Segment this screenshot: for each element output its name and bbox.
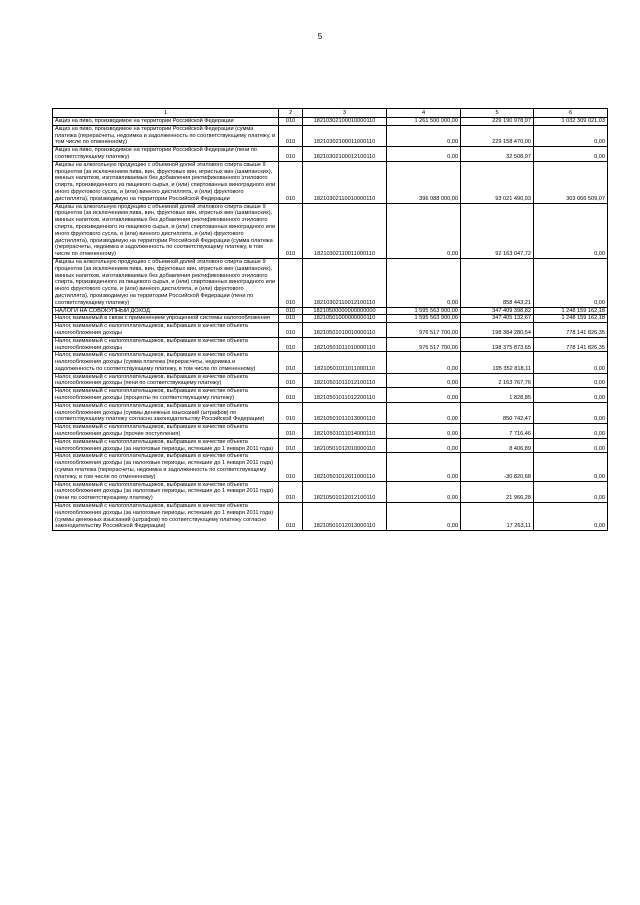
row-code-cell: 010 xyxy=(279,147,303,162)
row-plan-cell: 0,00 xyxy=(387,453,461,481)
row-exec-cell: 21 966,28 xyxy=(461,481,534,502)
table-row xyxy=(53,402,608,423)
table-row xyxy=(53,337,608,352)
row-rest-cell: 303 066 509,07 xyxy=(534,161,608,203)
row-kbk-cell: 18210302100011000110 xyxy=(303,125,387,146)
row-exec-cell: 195 352 818,11 xyxy=(461,352,534,373)
row-rest-cell: 0,00 xyxy=(534,481,608,502)
row-name-cell: Налог, взимаемый в связи с применением упрощенной системы налогообложения xyxy=(53,315,279,323)
page-number: 5 xyxy=(317,32,323,41)
table-row xyxy=(53,125,608,146)
row-kbk-cell: 18210501011011000110 xyxy=(303,352,387,373)
table-row xyxy=(53,438,608,453)
row-rest-cell: 1 248 159 162,18 xyxy=(534,307,608,315)
header-col-2: 2 xyxy=(279,109,303,118)
row-plan-cell: 0,00 xyxy=(387,503,461,531)
header-col-3: 3 xyxy=(303,109,387,118)
row-rest-cell: 0,00 xyxy=(534,503,608,531)
row-kbk-cell: 18210302110011000110 xyxy=(303,203,387,258)
table-row xyxy=(53,203,608,258)
row-rest-cell: 0,00 xyxy=(534,125,608,146)
row-kbk-cell: 18210501012012100110 xyxy=(303,481,387,502)
row-name-cell: Налог, взимаемый с налогоплательщиков, выбравших в качестве объекта налогообложения доходы (за налоговые периоды, истекшие до 1 января 2011 года) xyxy=(53,438,279,453)
row-rest-cell: 0,00 xyxy=(534,424,608,439)
row-rest-cell: 0,00 xyxy=(534,258,608,307)
row-kbk-cell: 18210501011012200110 xyxy=(303,388,387,403)
row-name-cell: Акцизы на алкогольную продукцию с объемной долей этилового спирта свыше 9 процентов (за исключением пива, вин, фруктовых вин, игристых вин (шампанских), винных напитков, изготавливаемых без добавления ректификованного этилового спирта, произведенного из пищевого сырья, и (или) спиртованных виноградного или иного фруктового сусла, и (или) винного дистиллята, и (или) фруктового дистиллята), производимую на территории Российской Федерации (пени по соответствующему платежу) xyxy=(53,258,279,307)
row-plan-cell: 1 595 563 900,00 xyxy=(387,315,461,323)
row-exec-cell: 93 021 490,93 xyxy=(461,161,534,203)
row-code-cell: 010 xyxy=(279,161,303,203)
table-header-row xyxy=(53,109,608,118)
row-plan-cell: 0,00 xyxy=(387,258,461,307)
row-exec-cell: 1 828,85 xyxy=(461,388,534,403)
row-name-cell: Акцизы на алкогольную продукцию с объемной долей этилового спирта свыше 9 процентов (за исключением пива, вин, фруктовых вин, игристых вин (шампанских), винных напитков, изготавливаемых без добавления ректификованного этилового спирта, произведенного из пищевого сырья, и (или) спиртованных виноградного или иного фруктового сусла, и (или) винного дистиллята, и (или) фруктового дистиллята), производимую на территории Российской Федерации xyxy=(53,161,279,203)
row-rest-cell: 0,00 xyxy=(534,453,608,481)
row-exec-cell: 858 443,21 xyxy=(461,258,534,307)
row-code-cell: 010 xyxy=(279,402,303,423)
row-kbk-cell: 18210501011012100110 xyxy=(303,373,387,388)
row-rest-cell: 0,00 xyxy=(534,402,608,423)
header-col-1: 1 xyxy=(53,109,279,118)
row-exec-cell: -30 820,68 xyxy=(461,453,534,481)
row-name-cell: Акцизы на алкогольную продукцию с объемной долей этилового спирта свыше 9 процентов (за исключением пива, вин, фруктовых вин, игристых вин (шампанских), винных напитков, изготавливаемых без добавления ректификованного этилового спирта, произведенного из пищевого сырья, и (или) спиртованных виноградного или иного фруктового сусла, и (или) винного дистиллята, и (или) фруктового дистиллята), производимую на территории Российской Федерации (сумма платежа (перерасчеты, недоимка и задолженность по соответствующему платежу, в том числе по отмененному) xyxy=(53,203,279,258)
table-row xyxy=(53,323,608,338)
row-kbk-cell: 18210500000000000000 xyxy=(303,307,387,315)
row-kbk-cell: 18210302110012100110 xyxy=(303,258,387,307)
row-name-cell: Налог, взимаемый с налогоплательщиков, выбравших в качестве объекта налогообложения доходы (прочие поступления) xyxy=(53,424,279,439)
row-exec-cell: 2 163 767,76 xyxy=(461,373,534,388)
row-name-cell: Налог, взимаемый с налогоплательщиков, выбравших в качестве объекта налогообложения доходы (за налоговые периоды, истекшие до 1 января 2011 года) (пени по соответствующему платежу) xyxy=(53,481,279,502)
row-name-cell: Налог, взимаемый с налогоплательщиков, выбравших в качестве объекта налогообложения доходы (суммы денежных взысканий (штрафов) по соответствующему платежу согласно законодательству Российской Федерации) xyxy=(53,402,279,423)
row-rest-cell: 0,00 xyxy=(534,352,608,373)
row-plan-cell: 0,00 xyxy=(387,373,461,388)
row-rest-cell: 0,00 xyxy=(534,147,608,162)
row-plan-cell: 0,00 xyxy=(387,402,461,423)
report-table xyxy=(52,108,608,531)
table-row xyxy=(53,352,608,373)
row-kbk-cell: 18210501000000000110 xyxy=(303,315,387,323)
table-row xyxy=(53,453,608,481)
table-row xyxy=(53,161,608,203)
row-exec-cell: 229 158 470,00 xyxy=(461,125,534,146)
row-exec-cell: 198 384 280,54 xyxy=(461,323,534,338)
row-code-cell: 010 xyxy=(279,438,303,453)
row-kbk-cell: 18210501012010000110 xyxy=(303,438,387,453)
row-plan-cell: 0,00 xyxy=(387,352,461,373)
row-rest-cell: 0,00 xyxy=(534,203,608,258)
header-col-4: 4 xyxy=(387,109,461,118)
row-rest-cell: 0,00 xyxy=(534,373,608,388)
row-kbk-cell: 18210501011010000110 xyxy=(303,337,387,352)
row-name-cell: НАЛОГИ НА СОВОКУПНЫЙ ДОХОД xyxy=(53,307,279,315)
table-row xyxy=(53,315,608,323)
row-rest-cell: 1 248 159 162,18 xyxy=(534,315,608,323)
row-exec-cell: 92 163 047,72 xyxy=(461,203,534,258)
row-name-cell: Акциз на пиво, производимое на территории Российской Федерации (сумма платежа (перерасчеты, недоимка и задолженность по соответствующему платежу, в том числе по отмененному) xyxy=(53,125,279,146)
table-row xyxy=(53,258,608,307)
row-code-cell: 010 xyxy=(279,352,303,373)
row-plan-cell: 0,00 xyxy=(387,481,461,502)
row-kbk-cell: 18210501011014000110 xyxy=(303,424,387,439)
row-name-cell: Налог, взимаемый с налогоплательщиков, выбравших в качестве объекта налогообложения доходы (сумма платежа (перерасчеты, недоимка и задолженность по соответствующему платежу, в том числе по отмененному) xyxy=(53,352,279,373)
row-name-cell: Налог, взимаемый с налогоплательщиков, выбравших в качестве объекта налогообложения доходы xyxy=(53,337,279,352)
row-code-cell: 010 xyxy=(279,337,303,352)
row-exec-cell: 8 406,89 xyxy=(461,438,534,453)
table-row xyxy=(53,147,608,162)
row-plan-cell: 1 261 500 000,00 xyxy=(387,118,461,126)
row-plan-cell: 0,00 xyxy=(387,438,461,453)
row-name-cell: Акциз на пиво, производимое на территории Российской Федерации (пени по соответствующему платежу) xyxy=(53,147,279,162)
row-kbk-cell: 18210302100010000110 xyxy=(303,118,387,126)
row-plan-cell: 1 595 563 900,00 xyxy=(387,307,461,315)
row-rest-cell: 778 141 826,35 xyxy=(534,323,608,338)
row-kbk-cell: 18210501011013000110 xyxy=(303,402,387,423)
row-name-cell: Акциз на пиво, производимое на территории Российской Федерации xyxy=(53,118,279,126)
row-plan-cell: 0,00 xyxy=(387,147,461,162)
row-exec-cell: 850 742,47 xyxy=(461,402,534,423)
header-col-5: 5 xyxy=(461,109,534,118)
row-plan-cell: 0,00 xyxy=(387,125,461,146)
row-code-cell: 010 xyxy=(279,315,303,323)
header-col-6: 6 xyxy=(534,109,608,118)
row-exec-cell: 347 409 398,82 xyxy=(461,307,534,315)
row-name-cell: Налог, взимаемый с налогоплательщиков, выбравших в качестве объекта налогообложения доходы (пени по соответствующему платежу) xyxy=(53,373,279,388)
table-row xyxy=(53,373,608,388)
row-code-cell: 010 xyxy=(279,481,303,502)
row-name-cell: Налог, взимаемый с налогоплательщиков, выбравших в качестве объекта налогообложения доходы (проценты по соответствующему платежу) xyxy=(53,388,279,403)
row-exec-cell: 198 375 873,65 xyxy=(461,337,534,352)
row-rest-cell: 0,00 xyxy=(534,388,608,403)
row-code-cell: 010 xyxy=(279,118,303,126)
row-name-cell: Налог, взимаемый с налогоплательщиков, выбравших в качестве объекта налогообложения доходы (за налоговые периоды, истекшие до 1 января 2011 года) (суммы денежных взысканий (штрафов) по соответствующему платежу согласно законодательству Российской Федерации) xyxy=(53,503,279,531)
row-plan-cell: 0,00 xyxy=(387,424,461,439)
table-row xyxy=(53,424,608,439)
table-row xyxy=(53,118,608,126)
row-exec-cell: 32 508,97 xyxy=(461,147,534,162)
row-rest-cell: 1 032 309 021,03 xyxy=(534,118,608,126)
row-plan-cell: 0,00 xyxy=(387,388,461,403)
row-plan-cell: 976 517 700,00 xyxy=(387,323,461,338)
row-exec-cell: 347 405 132,67 xyxy=(461,315,534,323)
row-name-cell: Налог, взимаемый с налогоплательщиков, выбравших в качестве объекта налогообложения доходы (за налоговые периоды, истекшие до 1 января 2011 года) (сумма платежа (перерасчеты, недоимка и задолженность по соответствующему платежу, в том числе по отмененному) xyxy=(53,453,279,481)
row-code-cell: 010 xyxy=(279,307,303,315)
row-code-cell: 010 xyxy=(279,203,303,258)
row-plan-cell: 0,00 xyxy=(387,203,461,258)
row-kbk-cell: 18210501012013000110 xyxy=(303,503,387,531)
row-code-cell: 010 xyxy=(279,388,303,403)
row-kbk-cell: 18210501010010000110 xyxy=(303,323,387,338)
row-code-cell: 010 xyxy=(279,323,303,338)
row-exec-cell: 229 190 978,97 xyxy=(461,118,534,126)
row-plan-cell: 976 517 700,00 xyxy=(387,337,461,352)
row-code-cell: 010 xyxy=(279,373,303,388)
row-code-cell: 010 xyxy=(279,503,303,531)
row-name-cell: Налог, взимаемый с налогоплательщиков, выбравших в качестве объекта налогообложения доходы xyxy=(53,323,279,338)
row-rest-cell: 778 141 826,35 xyxy=(534,337,608,352)
table-row xyxy=(53,503,608,531)
row-code-cell: 010 xyxy=(279,424,303,439)
row-code-cell: 010 xyxy=(279,258,303,307)
row-rest-cell: 0,00 xyxy=(534,438,608,453)
table-row xyxy=(53,481,608,502)
row-exec-cell: 7 716,46 xyxy=(461,424,534,439)
row-exec-cell: 17 263,11 xyxy=(461,503,534,531)
row-code-cell: 010 xyxy=(279,453,303,481)
row-plan-cell: 396 088 000,00 xyxy=(387,161,461,203)
row-code-cell: 010 xyxy=(279,125,303,146)
row-kbk-cell: 18210501012011000110 xyxy=(303,453,387,481)
table-row xyxy=(53,388,608,403)
row-kbk-cell: 18210302110010000110 xyxy=(303,161,387,203)
row-kbk-cell: 18210302100012100110 xyxy=(303,147,387,162)
table-row xyxy=(53,307,608,315)
